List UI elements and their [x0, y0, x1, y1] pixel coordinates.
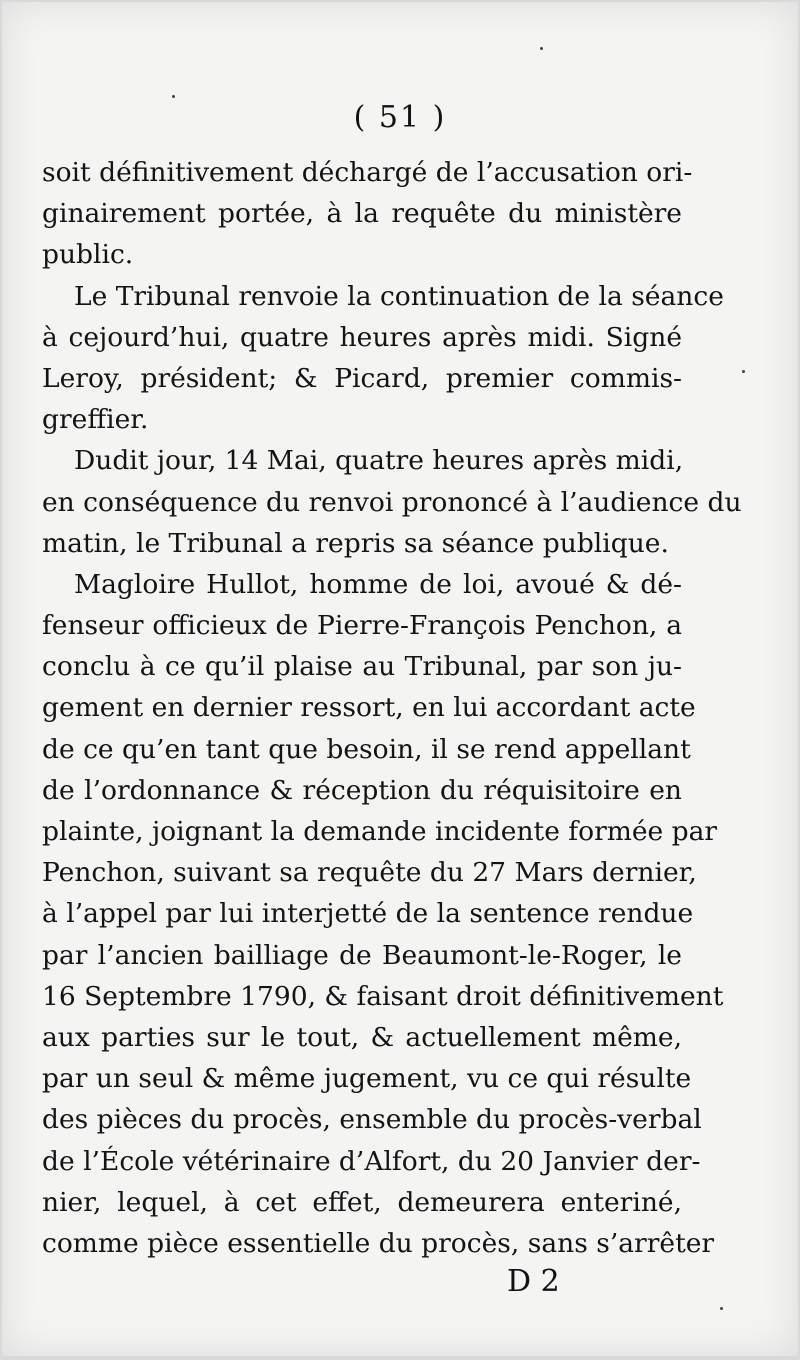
text-line: en conséquence du renvoi prononcé à l’audience du: [42, 486, 742, 518]
text-line: à l’appel par lui interjetté de la sentence rendue: [42, 898, 694, 930]
text-line: de l’ordonnance & réception du réquisitoire en: [42, 774, 682, 806]
text-line: Magloire Hullot, homme de loi, avoué & dé-: [74, 568, 682, 600]
text-line: Penchon, suivant sa requête du 27 Mars dernier,: [42, 857, 697, 889]
text-line: gement en dernier ressort, en lui accordant acte: [42, 692, 696, 724]
text-line: conclu à ce qu’il plaise au Tribunal, par son ju-: [42, 651, 682, 683]
text-line: public.: [42, 239, 134, 271]
text-line: Dudit jour, 14 Mai, quatre heures après midi,: [74, 445, 684, 477]
text-line: Leroy, président; & Picard, premier commis-: [42, 362, 682, 394]
text-line: soit définitivement déchargé de l’accusation ori-: [42, 157, 693, 188]
text-line: de ce qu’en tant que besoin, il se rend appellant: [42, 733, 691, 765]
text-line: des pièces du procès, ensemble du procès-verbal: [42, 1104, 702, 1136]
ink-speck: [742, 370, 745, 373]
text-line: aux parties sur le tout, & actuellement même,: [42, 1021, 682, 1053]
text-line: à cejourd’hui, quatre heures après midi. Signé: [42, 321, 682, 353]
text-line: par un seul & même jugement, vu ce qui résulte: [42, 1063, 692, 1095]
ink-speck: [172, 95, 175, 98]
text-line: de l’École vétérinaire d’Alfort, du 20 Janvier der-: [42, 1145, 701, 1177]
text-line: fenseur officieux de Pierre-François Penchon, a: [42, 610, 682, 642]
text-line: comme pièce essentielle du procès, sans s’arrêter: [42, 1227, 715, 1259]
page-number-header: ( 51 ): [353, 100, 447, 135]
document-page: [2, 2, 798, 1356]
body-text: [42, 152, 742, 1264]
text-line: Le Tribunal renvoie la continuation de la séance: [74, 280, 724, 312]
text-line: ginairement portée, à la requête du ministère: [42, 198, 682, 230]
text-line: par l’ancien bailliage de Beaumont-le-Roger, le: [42, 939, 682, 971]
text-line: nier, lequel, à cet effet, demeurera enteriné,: [42, 1186, 682, 1218]
text-line: plainte, joignant la demande incidente formée par: [42, 816, 718, 847]
text-line: matin, le Tribunal a repris sa séance publique.: [42, 527, 669, 559]
text-line: 16 Septembre 1790, & faisant droit définitivement: [42, 980, 724, 1012]
ink-speck: [540, 47, 543, 50]
text-line: greffier.: [42, 404, 149, 436]
signature-mark: D 2: [507, 1264, 560, 1299]
ink-speck: [720, 1307, 723, 1310]
